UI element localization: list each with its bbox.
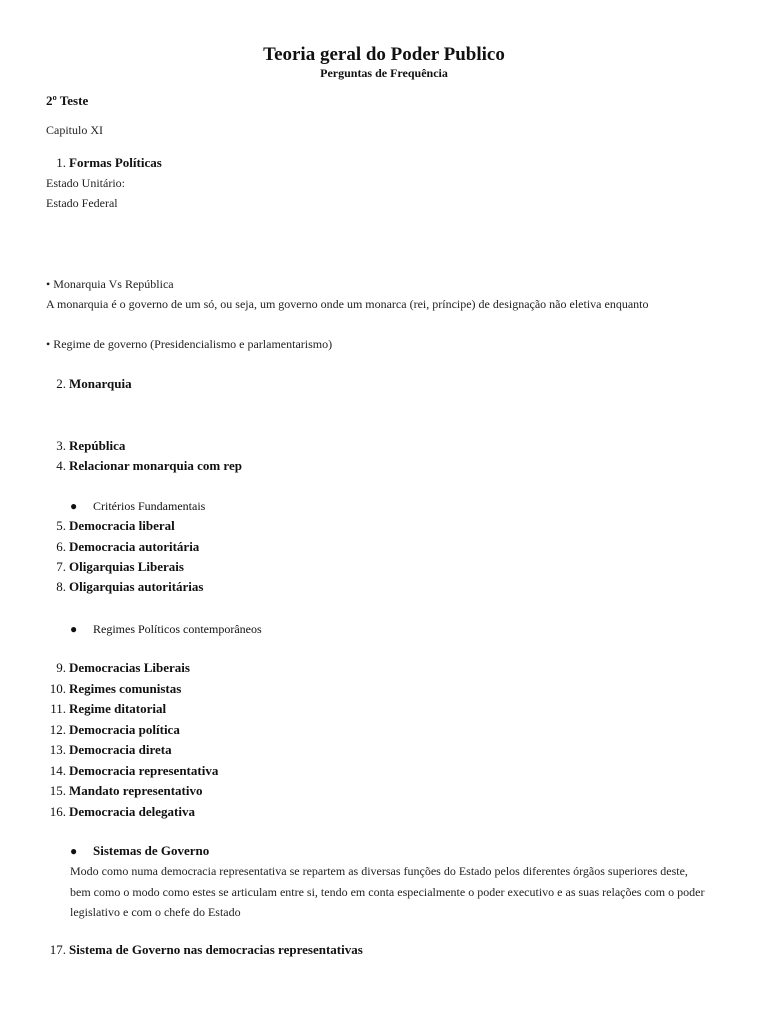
list-item-text: Democracia direta [69, 742, 172, 757]
test-label: 2º Teste [46, 93, 89, 108]
list-item-number: 7. [56, 559, 66, 574]
list-item-text: Democracia delegativa [69, 804, 195, 819]
document-subtitle: Perguntas de Frequência [320, 66, 448, 80]
monarquia-vs-republica: • Monarquia Vs República [46, 277, 174, 291]
list-item-number: 10. [49, 681, 66, 696]
list-item-number: 6. [56, 539, 66, 554]
list-item-text: Democracia política [69, 722, 180, 737]
list-item-number: 14. [49, 763, 66, 778]
list-item-number: 12. [49, 722, 66, 737]
list-item-number: 2. [56, 376, 66, 391]
list-item-text: Democracias Liberais [69, 660, 190, 675]
list-item-number: 8. [56, 579, 66, 594]
list-item-text: Oligarquias autoritárias [69, 579, 204, 594]
bullet-dot: ● [70, 622, 78, 636]
bullet-text: Regimes Políticos contemporâneos [93, 622, 262, 636]
sistemas-description: Modo como numa democracia representativa se repartem as diversas funções do Estado pelos diferentes órgãos superiores deste, bem como o modo como estes se articulam entre si, tendo em conta especialmente o poder executivo e as suas relações com o poder legislativo e com o chefe do Estado [70, 864, 705, 919]
bullet-dot: ● [70, 844, 78, 858]
list-item-text: Democracia liberal [69, 518, 175, 533]
bullet-dot: ● [70, 499, 78, 513]
list-item-text: Formas Políticas [69, 155, 162, 170]
list-item-number: 5. [56, 518, 66, 533]
list-item-text: Democracia autoritária [69, 539, 200, 554]
list-item-number: 11. [50, 701, 66, 716]
bullet-text: Sistemas de Governo [93, 843, 210, 858]
list-item-number: 3. [56, 438, 66, 453]
bullet-text: Critérios Fundamentais [93, 499, 206, 513]
chapter-label: Capitulo XI [46, 123, 103, 137]
list-item-text: Relacionar monarquia com rep [69, 458, 242, 473]
list-item-text: Mandato representativo [69, 783, 203, 798]
list-item-text: Democracia representativa [69, 763, 219, 778]
list-item-text: Regime ditatorial [69, 701, 167, 716]
list-item-text: Sistema de Governo nas democracias representativas [69, 942, 363, 957]
regime-de-governo: • Regime de governo (Presidencialismo e parlamentarismo) [46, 337, 333, 351]
list-item-number: 17. [49, 942, 66, 957]
list-item-number: 15. [49, 783, 66, 798]
list-item-text: Oligarquias Liberais [69, 559, 184, 574]
list-item-number: 13. [49, 742, 66, 757]
list-item-text: Regimes comunistas [69, 681, 182, 696]
list-item-number: 16. [49, 804, 66, 819]
list-item-text: Monarquia [69, 376, 132, 391]
estado-unitario: Estado Unitário: [46, 176, 125, 190]
document-title: Teoria geral do Poder Publico [263, 44, 505, 65]
monarquia-description: A monarquia é o governo de um só, ou seja, um governo onde um monarca (rei, príncipe) de designação não eletiva enquanto [46, 297, 649, 311]
list-item-number: 9. [56, 660, 66, 675]
list-item-text: República [69, 438, 126, 453]
estado-federal: Estado Federal [46, 196, 118, 210]
list-item-number: 1. [56, 155, 66, 170]
list-item-number: 4. [56, 458, 66, 473]
